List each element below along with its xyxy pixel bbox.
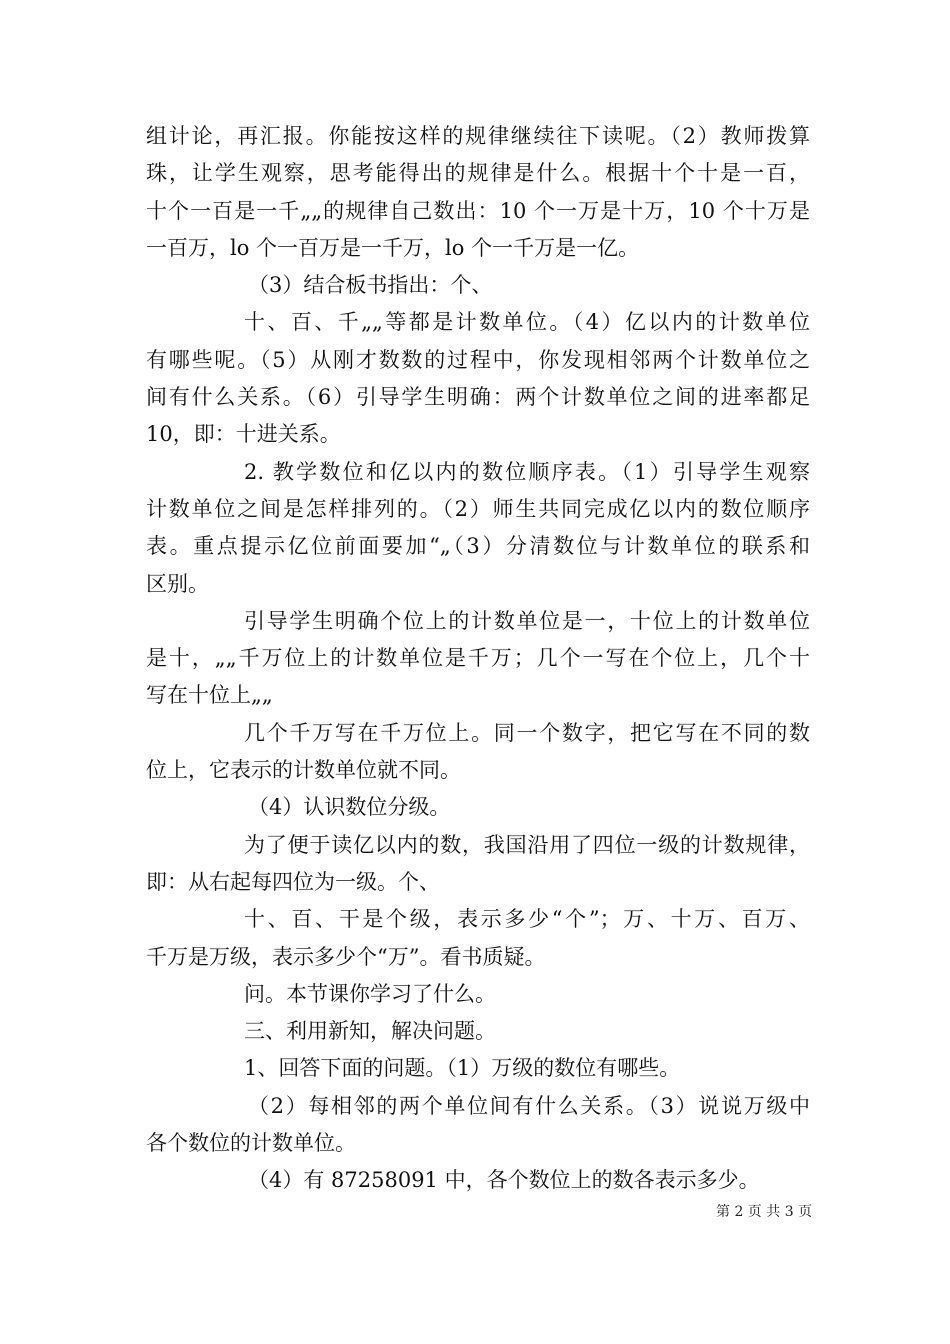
text-line: 有哪些呢。（5）从刚才数数的过程中，你发现相邻两个计数单位之 [146,347,810,372]
page-number-footer: 第 2 页 共 3 页 [716,1204,813,1220]
text-line: 组计论，再汇报。你能按这样的规律继续往下读呢。（2）教师拨算 [146,124,810,148]
text-line: 即：从右起每四位为一级。个、 [146,869,440,894]
text-line: 引导学生明确个位上的计数单位是一，十位上的计数单位 [244,608,810,633]
text-line: 1、回答下面的问题。（1）万级的数位有哪些。 [244,1056,681,1081]
text-line: （2）每相邻的两个单位间有什么关系。（3）说说万级中 [248,1093,810,1118]
text-line: 三、利用新知，解决问题。 [244,1019,496,1044]
text-line: 各个数位的计数单位。 [146,1131,356,1156]
text-line: 10，即：十进关系。 [146,422,341,447]
text-line: 几个千万写在千万位上。同一个数字，把它写在不同的数 [244,720,810,745]
text-line: 计数单位之间是怎样排列的。（2）师生共同完成亿以内的数位顺序 [146,496,810,521]
text-line: 一百万，lo 个一百万是一千万，lo 个一千万是一亿。 [146,235,640,260]
text-line: 珠，让学生观察，思考能得出的规律是什么。根据十个十是一百， [146,161,810,186]
text-line: （4）有 87258091 中，各个数位上的数各表示多少。 [248,1168,760,1193]
text-line: 表。重点提示亿位前面要加“„（3）分清数位与计数单位的联系和 [146,534,810,559]
text-line: 千万是万级，表示多少个“万”。看书质疑。 [146,944,546,969]
text-line: （4）认识数位分级。 [248,795,451,820]
text-line: 是十，„„千万位上的计数单位是千万；几个一写在个位上，几个十 [146,646,810,671]
body-text [146,118,810,1200]
text-line: 问。本节课你学习了什么。 [244,981,496,1006]
text-line: 十、百、千„„等都是计数单位。（4）亿以内的计数单位 [244,310,810,335]
text-line: 写在十位上„„ [146,683,273,708]
text-line: 十、百、干是个级，表示多少“个”；万、十万、百万、 [244,907,810,932]
text-line: 区别。 [146,571,209,596]
text-line: 间有什么关系。（6）引导学生明确：两个计数单位之间的进率都足 [146,385,810,410]
text-line: 位上，它表示的计数单位就不同。 [146,758,461,783]
text-line: 2. 教学数位和亿以内的数位顺序表。（1）引导学生观察 [244,459,810,484]
text-line: （3）结合板书指出：个、 [248,273,493,298]
text-line: 为了便于读亿以内的数，我国沿用了四位一级的计数规律， [244,832,810,857]
text-line: 十个一百是一千„„的规律自己数出：10 个一万是十万，10 个十万是 [146,198,810,223]
